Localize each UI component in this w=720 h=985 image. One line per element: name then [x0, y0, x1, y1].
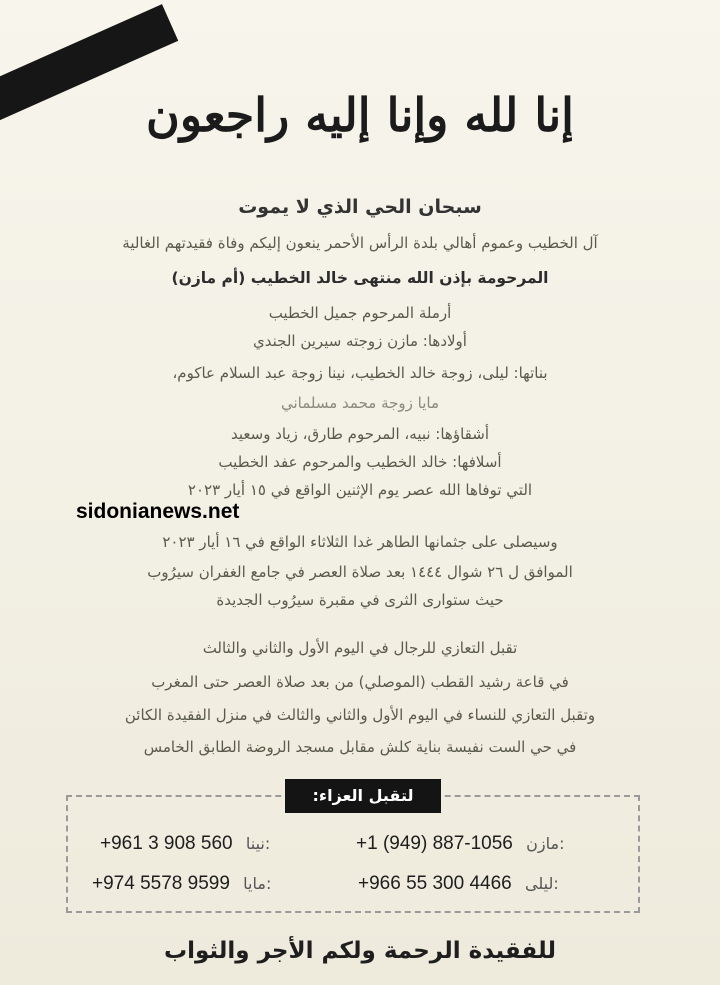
- quran-verse-calligraphy: إنا لله وإنا إليه راجعون: [146, 88, 574, 142]
- funeral-prayer-line: وسيصلى على جثمانها الطاهر غدا الثلاثاء الواقع في ١٦ أيار ٢٠٢٣: [162, 533, 558, 551]
- daughters-line-cont: مايا زوجة محمد مسلماني: [280, 394, 440, 412]
- subtitle: سبحان الحي الذي لا يموت: [238, 196, 482, 218]
- contact-laila: [358, 873, 559, 895]
- condolences-women-venue-line: في حي الست نفيسة بناية كلش مقابل مسجد الروضة الطابق الخامس: [143, 738, 577, 756]
- watermark-text: sidonianews.net: [76, 500, 240, 523]
- burial-line: حيث ستوارى الثرى في مقبرة سيرُوب الجديدة: [216, 591, 504, 609]
- contacts-label: لتقبل العزاء:: [285, 779, 441, 813]
- daughters-line: بناتها: ليلى، زوجة خالد الخطيب، نينا زوجة عبد السلام عاكوم،: [172, 364, 548, 382]
- deceased-name-line: المرحومة بإذن الله منتهى خالد الخطيب (أم مازن): [171, 269, 549, 287]
- condolences-men-venue-line: في قاعة رشيد القطب (الموصلي) من بعد صلاة العصر حتى المغرب: [151, 673, 569, 691]
- condolences-men-line: تقبل التعازي للرجال في اليوم الأول والثاني والثالث: [202, 639, 518, 657]
- contact-phone: +961 3 908 560: [100, 833, 233, 854]
- condolences-women-line: وتقبل التعازي للنساء في اليوم الأول والثاني والثالث في منزل الفقيدة الكائن: [124, 706, 596, 724]
- contact-name: مازن:: [526, 834, 565, 853]
- contact-name: ليلى:: [525, 874, 559, 893]
- announcement-line: آل الخطيب وعموم أهالي بلدة الرأس الأحمر ينعون إليكم وفاة فقيدتهم الغالية: [122, 234, 598, 252]
- funeral-date-line: الموافق ل ٢٦ شوال ١٤٤٤ بعد صلاة العصر في جامع الغفران سيرُوب: [147, 563, 573, 581]
- in-laws-line: أسلافها: خالد الخطيب والمرحوم عفد الخطيب: [218, 453, 502, 471]
- contact-phone: +1 (949) 887-1056: [356, 833, 513, 854]
- contact-maya: [92, 873, 271, 895]
- contact-phone: +974 5578 9599: [92, 873, 230, 894]
- contact-nina: [100, 833, 270, 855]
- contact-name: مايا:: [243, 874, 272, 893]
- closing-prayer: للفقيدة الرحمة ولكم الأجر والثواب: [163, 938, 557, 964]
- siblings-line: أشقاؤها: نبيه، المرحوم طارق، زياد وسعيد: [231, 425, 489, 443]
- sons-line: أولادها: مازن زوجته سيرين الجندي: [253, 332, 467, 350]
- contact-mazen: [356, 833, 564, 855]
- contact-phone: +966 55 300 4466: [358, 873, 512, 894]
- death-date-line: التي توفاها الله عصر يوم الإثنين الواقع في ١٥ أيار ٢٠٢٣: [187, 481, 533, 499]
- contact-name: نينا:: [245, 834, 271, 853]
- widow-of-line: أرملة المرحوم جميل الخطيب: [268, 304, 452, 322]
